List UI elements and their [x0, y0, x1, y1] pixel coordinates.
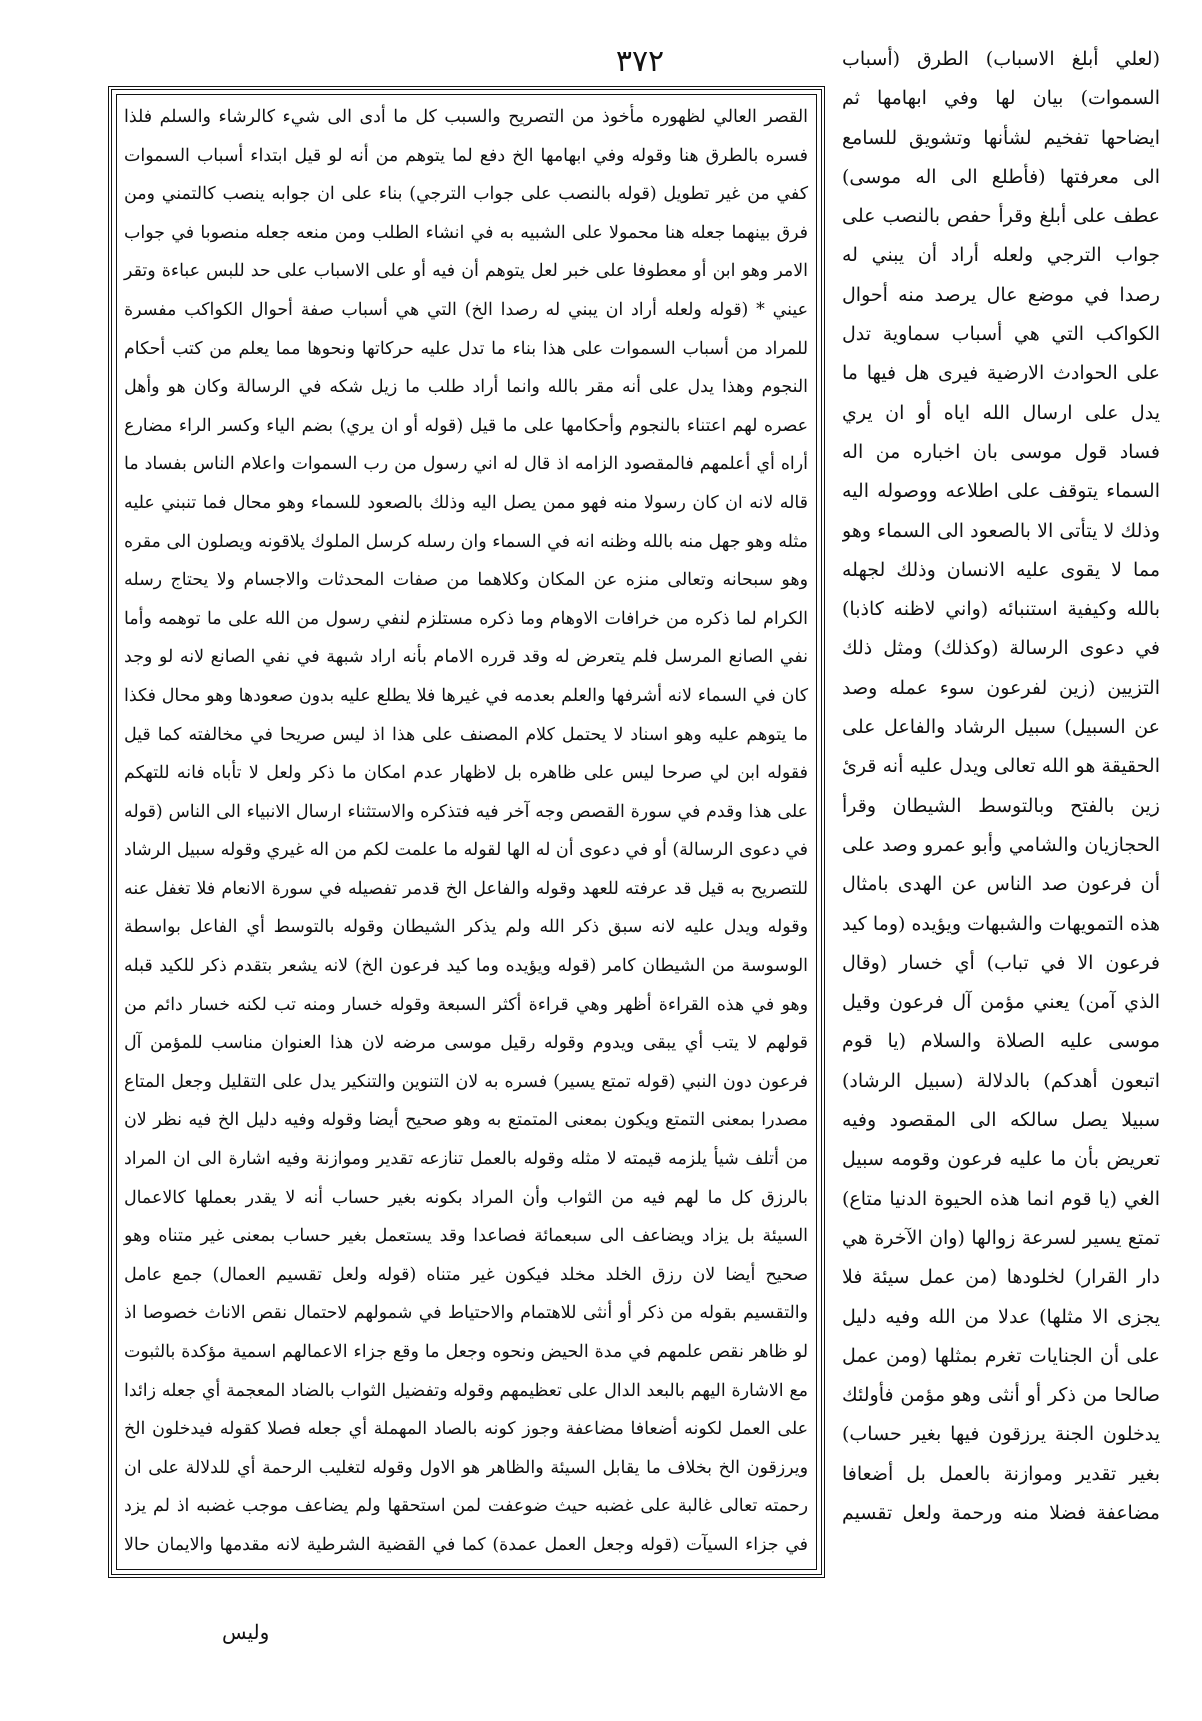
page-number: ٣٧٢ [615, 44, 665, 79]
margin-commentary-text: (لعلي أبلغ الاسباب) الطرق (أسباب السموات) بيان لها وفي ابهامها ثم ايضاحها تفخيم لشأنها وتشويق للسامع الى معرفتها (فأطلع الى اله موسى) عطف على أبلغ وقرأ حفص بالنصب على جواب الترجي ولعله أراد أن يبني له رصدا في موضع عال يرصد منه أحوال الكواكب التي هي أسباب سماوية تدل على الحوادث الارضية فيرى هل فيها ما يدل على ارسال الله اياه أو ان يري فساد قول موسى بان اخباره من اله السماء يتوقف على اطلاعه ووصوله اليه وذلك لا يتأتى الا بالصعود الى السماء وهو مما لا يقوى عليه الانسان وذلك لجهله بالله وكيفية استنبائه (واني لاظنه كاذبا) في دعوى الرسالة (وكذلك) ومثل ذلك التزيين (زين لفرعون سوء عمله وصد عن السبيل) سبيل الرشاد والفاعل على الحقيقة هو الله تعالى ويدل عليه أنه قرئ زين بالفتح وبالتوسط الشيطان وقرأ الحجازيان والشامي وأبو عمرو وصد على أن فرعون صد الناس عن الهدى بامثال هذه التمويهات والشبهات ويؤيده (وما كيد فرعون الا في تباب) أي خسار (وقال الذي آمن) يعني مؤمن آل فرعون وقيل موسى عليه الصلاة والسلام (يا قوم اتبعون أهدكم) بالدلالة (سبيل الرشاد) سبيلا يصل سالكه الى المقصود وفيه تعريض بأن ما عليه فرعون وقومه سبيل الغي (يا قوم انما هذه الحيوة الدنيا متاع) تمتع يسير لسرعة زوالها (وان الآخرة هي دار القرار) لخلودها (من عمل سيئة فلا يجزى الا مثلها) عدلا من الله وفيه دليل على أن الجنايات تغرم بمثلها (ومن عمل صالحا من ذكر أو أنثى وهو مؤمن فأولئك يدخلون الجنة يرزقون فيها بغير حساب) بغير تقدير وموازنة بالعمل بل أضعافا مضاعفة فضلا منه ورحمة ولعل تقسيم [842, 48, 1160, 1524]
catchword: وليس [222, 1620, 270, 1644]
main-commentary-text: القصر العالي لظهوره مأخوذ من التصريح والسبب كل ما أدى الى شيء كالرشاء والسلم فلذا فسره بالطرق هنا وقوله وفي ابهامها الخ دفع لما يتوهم من أنه لو قيل ابتداء أسباب السموات كفي من غير تطويل (قوله بالنصب على جواب الترجي) بناء على ان جوابه ينصب كالتمني ومن فرق بينهما جعله هنا محمولا على الشبيه به في انشاء الطلب ومن منعه جعله منصوبا في جواب الامر وهو ابن أو معطوفا على خبر لعل يتوهم أن فيه أو على الاسباب على حد للبس عباءة وتقر عيني * (قوله ولعله أراد ان يبني له رصدا الخ) التي هي أسباب صفة أحوال الكواكب مفسرة للمراد من أسباب السموات على هذا بناء ما تدل عليه حركاتها ونحوها مما يعلم من كتب أحكام النجوم وهذا يدل على أنه مقر بالله وانما أراد طلب ما زيل شكه في الرسالة وكان هو وأهل عصره لهم اعتناء بالنجوم وأحكامها على ما قيل (قوله أو ان يري) بضم الياء وكسر الراء مضارع أراه أي أعلمهم فالمقصود الزامه اذ قال له اني رسول من رب السموات واعلام الناس بفساد ما قاله لانه ان كان رسولا منه فهو ممن يصل اليه وذلك بالصعود للسماء وهو محال فما تنبني عليه مثله وهو جهل منه بالله وظنه انه في السماء وان رسله كرسل الملوك يلاقونه ويصلون الى مقره وهو سبحانه وتعالى منزه عن المكان وكلاهما من صفات المحدثات والاجسام ولا يحتاج رسله الكرام لما ذكره من خرافات الاوهام وما ذكره مستلزم لنفي رسول من الله على ما توهمه وأما نفي الصانع المرسل فلم يتعرض له وقد قرره الامام بأنه اراد شبهة في نفي الصانع لانه لو وجد كان في السماء لانه أشرفها والعلم بعدمه في غيرها فلا يطلع عليه بدون صعودها وهو محال فكذا ما يتوهم عليه وهو اسناد لا يحتمل كلام المصنف على هذا اذ ليس صريحا في مخالفته كما قيل فقوله ابن لي صرحا ليس على ظاهره بل لاظهار عدم امكان ما ذكر ولعل لا تأباه فانه للتهكم على هذا وقدم في سورة القصص وجه آخر فيه فتذكره والاستثناء ارسال الانبياء الى الناس (قوله في دعوى الرسالة) أو في دعوى أن له الها لقوله ما علمت لكم من اله غيري وقوله سبيل الرشاد للتصريح به قيل قد عرفته للعهد وقوله والفاعل الخ قدمر تفصيله في سورة الانعام فلا تغفل عنه وقوله ويدل عليه لانه سبق ذكر الله ولم يذكر الشيطان وقوله بالتوسط أي الفاعل بواسطة الوسوسة من الشيطان كامر (قوله ويؤيده وما كيد فرعون الخ) لانه يشعر بتقدم ذكر للكيد قبله وهو في هذه القراءة أظهر وهي قراءة أكثر السبعة وقوله خسار ومنه تب لكنه خسار دائم من قولهم لا يتب أي يبقى ويدوم وقوله رقيل موسى مرضه لان هذا العنوان مناسب للمؤمن آل فرعون دون النبي (قوله تمتع يسير) فسره به لان التنوين والتنكير يدل على التقليل وجعل المتاع مصدرا بمعنى التمتع ويكون بمعنى المتمتع به وهو صحيح أيضا وقوله وفيه دليل الخ فيه نظر لان من أتلف شيأ يلزمه قيمته لا مثله وقوله بالعمل تنازعه تقدير وموازنة وفيه اشارة الى ان المراد بالرزق كل ما لهم فيه من الثواب وأن المراد بكونه بغير حساب أنه لا يقدر بعملها كالاعمال السيئة بل يزاد ويضاعف الى سبعمائة فصاعدا وقد يستعمل بغير حساب بمعنى غير متناه وهو صحيح أيضا لان رزق الخلد مخلد فيكون غير متناه (قوله ولعل تقسيم العمال) جمع عامل والتقسيم بقوله من ذكر أو أنثى للاهتمام والاحتياط في شمولهم لاحتمال نقص الاناث خصوصا اذ لو ظاهر نقص علمهم في مدة الحيض ونحوه وجعل ما وقع جزاء الاعمالهم اسمية مؤكدة بالثبوت مع الاشارة اليهم بالبعد الدال على تعظيمهم وقوله وتفضيل الثواب بالضاد المعجمة أي جعله زائدا على العمل لكونه أضعافا مضاعفة وجوز كونه بالصاد المهملة أي جعله فصلا كقوله فيدخلون الخ ويرزقون الخ بخلاف ما يقابل السيئة والظاهر هو الاول وقوله لتغليب الرحمة أي للدلالة على ان رحمته تعالى غالبة على غضبه حيث ضوعفت لمن استحقها ولم يضاعف موجب غضبه اذ لم يزد في جزاء السيآت (قوله وجعل العمل عمدة) كما في القضية الشرطية لانه مقدمها والايمان حالا [124, 107, 808, 1555]
